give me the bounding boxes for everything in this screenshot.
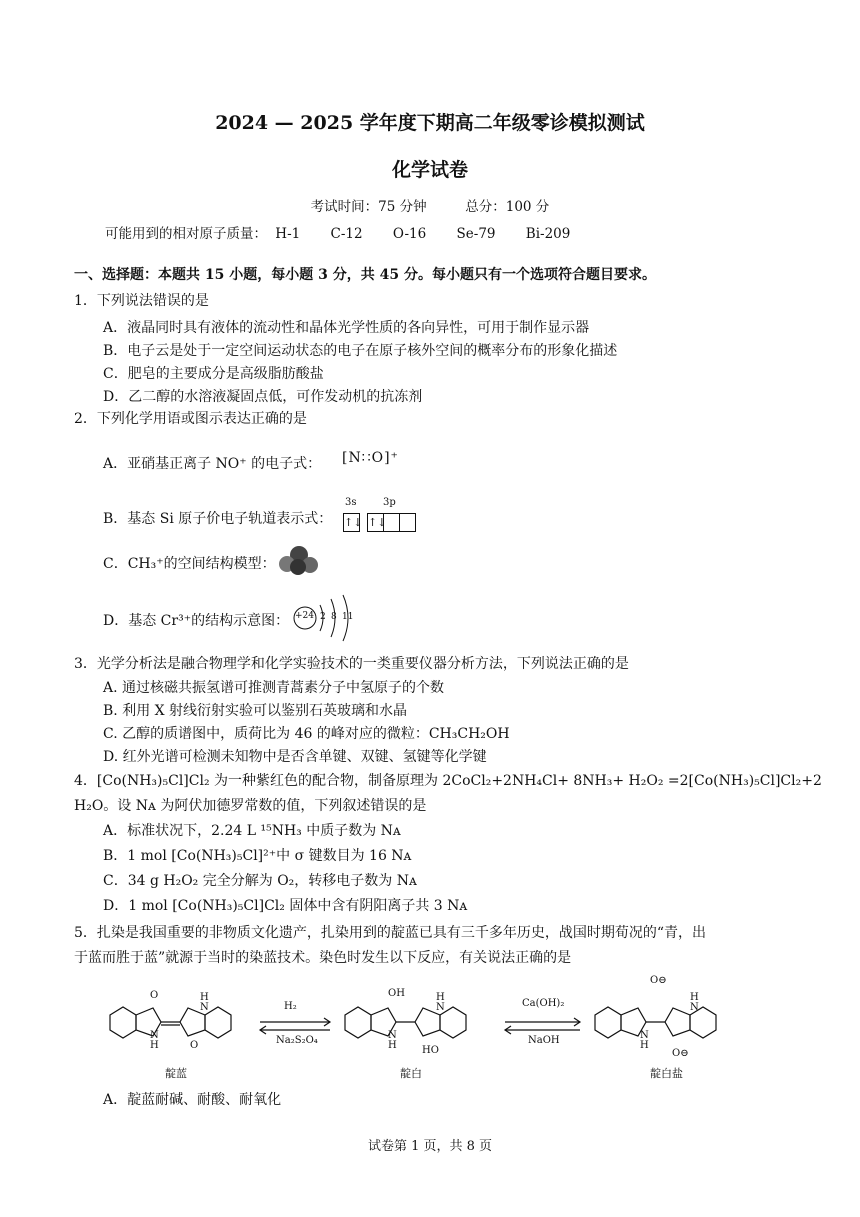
ch3-plus-model bbox=[278, 543, 320, 577]
q2-option-d: D．基态 Cr³⁺的结构示意图： bbox=[103, 613, 290, 629]
mol1-nh-bottom-n: N bbox=[150, 1030, 159, 1041]
mol1-nh-bottom-h: H bbox=[150, 1040, 159, 1051]
cr3-shell-3: 11 bbox=[342, 612, 354, 622]
section-heading: 一、选择题：本题共 15 小题，每小题 3 分，共 45 分。每小题只有一个选项符合题目要求。 bbox=[74, 267, 656, 283]
exam-time: 考试时间：75 分钟 bbox=[310, 199, 427, 215]
orbital-3p-box-1: ↑↓ bbox=[367, 513, 384, 532]
mol1-oxygen-top: O bbox=[150, 990, 159, 1001]
orbital-3s-label: 3s bbox=[345, 497, 357, 508]
orbital-3p-box-2 bbox=[383, 513, 400, 532]
cr3-nucleus-charge: +24 bbox=[295, 611, 314, 621]
mol3-nh-top-h: H bbox=[690, 992, 699, 1003]
q5-stem-line2: 于蓝而胜于蓝”就源于当时的染蓝技术。染色时发生以下反应，有关说法正确的是 bbox=[74, 950, 572, 966]
q4-option-a: A．标准状况下，2.24 L ¹⁵NH₃ 中质子数为 Nᴀ bbox=[103, 823, 401, 839]
q2-option-c: C．CH₃⁺的空间结构模型： bbox=[103, 556, 276, 572]
mol2-nh-top-n: N bbox=[436, 1002, 445, 1013]
reagent-caoh2: Ca(OH)₂ bbox=[522, 998, 565, 1009]
atomic-mass-h: H-1 bbox=[275, 226, 301, 242]
mol3-label: 靛白盐 bbox=[650, 1067, 683, 1080]
q5-stem-line1: 5．扎染是我国重要的非物质文化遗产，扎染用到的靛蓝已具有三千多年历史，战国时期荀况的“青，出 bbox=[74, 925, 707, 941]
q1-option-d: D．乙二醇的水溶液凝固点低，可作发动机的抗冻剂 bbox=[103, 389, 423, 405]
cr3-shell-1: 2 bbox=[320, 612, 326, 622]
mol2-ho-bottom: HO bbox=[422, 1045, 439, 1056]
no-plus-electron-formula: [N∷O]⁺ bbox=[342, 450, 399, 466]
q3-option-a: A. 通过核磁共振氢谱可推测青蒿素分子中氢原子的个数 bbox=[103, 680, 445, 696]
mol3-nh-bottom-n: N bbox=[640, 1030, 649, 1041]
page-footer: 试卷第 1 页，共 8 页 bbox=[367, 1139, 493, 1154]
atomic-mass-o: O-16 bbox=[392, 226, 427, 242]
q3-stem: 3．光学分析法是融合物理学和化学实验技术的一类重要仪器分析方法，下列说法正确的是 bbox=[74, 656, 629, 672]
q1-option-a: A．液晶同时具有液体的流动性和晶体光学性质的各向异性，可用于制作显示器 bbox=[103, 320, 590, 336]
q2-stem: 2．下列化学用语或图示表达正确的是 bbox=[74, 411, 307, 427]
q2-option-a: A．亚硝基正离子 NO⁺ 的电子式： bbox=[103, 456, 322, 472]
mol3-nh-bottom-h: H bbox=[640, 1040, 649, 1051]
atomic-mass-label: 可能用到的相对原子质量： bbox=[105, 226, 267, 242]
mol3-ominus-bottom: O⊖ bbox=[672, 1048, 689, 1059]
atomic-mass-bi: Bi-209 bbox=[525, 226, 571, 242]
q4-stem-line2: H₂O。设 Nᴀ 为阿伏加德罗常数的值，下列叙述错误的是 bbox=[74, 798, 427, 814]
q2-option-b: B．基态 Si 原子价电子轨道表示式： bbox=[103, 511, 333, 527]
reagent-h2: H₂ bbox=[284, 1001, 297, 1012]
mol3-nh-top-n: N bbox=[690, 1002, 699, 1013]
q3-option-d: D. 红外光谱可检测未知物中是否含单键、双键、氢键等化学键 bbox=[103, 749, 487, 765]
total-score: 总分：100 分 bbox=[465, 199, 550, 215]
q3-option-b: B. 利用 X 射线衍射实验可以鉴别石英玻璃和水晶 bbox=[103, 703, 408, 719]
mol1-nh-top-h: H bbox=[200, 992, 209, 1003]
atomic-masses bbox=[105, 222, 596, 242]
orbital-3p-label: 3p bbox=[383, 497, 396, 508]
exam-subtitle: 化学试卷 bbox=[391, 159, 468, 181]
mol1-nh-top-n: N bbox=[200, 1002, 209, 1013]
reagent-naoh: NaOH bbox=[528, 1035, 560, 1046]
mol2-label: 靛白 bbox=[400, 1067, 422, 1080]
orbital-3s-box: ↑↓ bbox=[343, 513, 360, 532]
q4-stem-line1: 4．[Co(NH₃)₅Cl]Cl₂ 为一种紫红色的配合物，制备原理为 2CoCl₂+2NH₄Cl+ 8NH₃+ H₂O₂ =2[Co(NH₃)₅Cl]Cl₂+2 bbox=[74, 773, 822, 789]
mol2-nh-bottom-h: H bbox=[388, 1040, 397, 1051]
q4-option-d: D．1 mol [Co(NH₃)₅Cl]Cl₂ 固体中含有阴阳离子共 3 Nᴀ bbox=[103, 898, 468, 914]
q4-option-c: C．34 g H₂O₂ 完全分解为 O₂，转移电子数为 Nᴀ bbox=[103, 873, 417, 889]
q1-stem: 1．下列说法错误的是 bbox=[74, 293, 209, 309]
mol2-nh-top-h: H bbox=[436, 992, 445, 1003]
mol2-oh-top: OH bbox=[388, 988, 405, 999]
exam-meta bbox=[0, 195, 860, 215]
orbital-3p-box-3 bbox=[399, 513, 416, 532]
reagent-na2s2o4: Na₂S₂O₄ bbox=[276, 1035, 318, 1046]
exam-title: 2024 — 2025 学年度下期高二年级零诊模拟测试 bbox=[215, 112, 645, 134]
q1-option-b: B．电子云是处于一定空间运动状态的电子在原子核外空间的概率分布的形象化描述 bbox=[103, 343, 618, 359]
q1-option-c: C．肥皂的主要成分是高级脂肪酸盐 bbox=[103, 366, 324, 382]
q3-option-c: C. 乙醇的质谱图中，质荷比为 46 的峰对应的微粒：CH₃CH₂OH bbox=[103, 726, 510, 742]
atomic-mass-c: C-12 bbox=[330, 226, 363, 242]
mol3-ominus-top: O⊖ bbox=[650, 975, 667, 986]
mol2-nh-bottom-n: N bbox=[388, 1030, 397, 1041]
q4-option-b: B．1 mol [Co(NH₃)₅Cl]²⁺中 σ 键数目为 16 Nᴀ bbox=[103, 848, 412, 864]
cr3-shell-2: 8 bbox=[331, 612, 337, 622]
atomic-mass-se: Se-79 bbox=[456, 226, 496, 242]
mol1-label: 靛蓝 bbox=[165, 1067, 187, 1080]
q5-option-a: A．靛蓝耐碱、耐酸、耐氧化 bbox=[103, 1092, 282, 1108]
mol1-oxygen-bottom: O bbox=[190, 1040, 199, 1051]
